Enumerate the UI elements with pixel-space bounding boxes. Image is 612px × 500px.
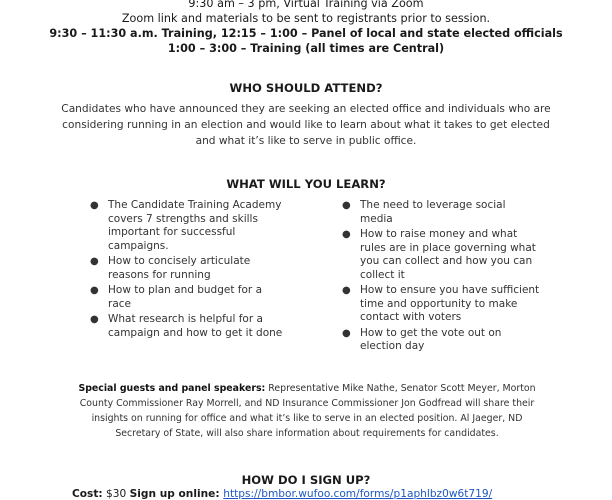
cost-value: $30 — [102, 488, 130, 500]
list-item: ● How to raise money and what rules are in place governing what you can collect and how you can collect it — [342, 228, 536, 281]
list-item: ● How to plan and budget for a race — [90, 284, 262, 310]
learn-heading: WHAT WILL YOU LEARN? — [226, 177, 386, 191]
list-item: ● The Candidate Training Academy covers 7 strengths and skills important for successful campaigns. — [90, 199, 282, 252]
list-item: ● What research is helpful for a campaign and how to get it done — [90, 313, 283, 339]
signup-heading: HOW DO I SIGN UP? — [241, 473, 371, 487]
schedule-line-1: 9:30 – 11:30 a.m. Training, 12:15 – 1:00 – Panel of local and state elected officials — [49, 27, 563, 40]
guests-text: Representative Mike Nathe, Senator Scott Meyer, Morton County Commissioner Ray Morrell, and ND Insurance Commissioner Jon Godfread will share their insights on running for office and what it’s like to serve in an elected position. Al Jaeger, ND Secretary of State, will also share information about requirements for candidates. — [79, 383, 536, 439]
signup-label: Sign up online: — [129, 488, 220, 500]
list-item: ● How to get the vote out on election day — [342, 326, 502, 352]
learn-list-right — [340, 199, 540, 356]
signup-link[interactable]: https://bmbor.wufoo.com/forms/p1aphlbz0w6t719/ — [223, 488, 493, 500]
signup-line — [72, 488, 492, 500]
list-item: ● The need to leverage social media — [342, 199, 506, 225]
bullet-icon: ● — [90, 256, 99, 267]
schedule-line-2: 1:00 – 3:00 – Training (all times are Central) — [167, 42, 445, 55]
cost-label: Cost: — [72, 488, 103, 500]
guests-paragraph — [74, 381, 540, 441]
learn-list-left — [88, 199, 284, 342]
bullet-icon: ● — [90, 200, 99, 211]
list-item: ● How to concisely articulate reasons for running — [90, 255, 251, 281]
session-info — [0, 0, 612, 56]
session-time-line: 9:30 am – 3 pm, Virtual Training via Zoom — [188, 0, 424, 10]
bullet-icon: ● — [342, 229, 351, 240]
bullet-icon: ● — [342, 200, 351, 211]
bullet-icon: ● — [342, 327, 351, 339]
guests-label: Special guests and panel speakers: — [78, 383, 266, 394]
who-paragraph: Candidates who have announced they are seeking an elected office and individuals who are considering running in an election and would like to learn about what it takes to get elected and what it’s like to serve in public office. — [61, 103, 551, 147]
zoom-note: Zoom link and materials to be sent to registrants prior to session. — [121, 12, 491, 25]
bullet-icon: ● — [90, 314, 99, 325]
bullet-icon: ● — [90, 285, 99, 296]
who-heading: WHO SHOULD ATTEND? — [229, 81, 383, 95]
bullet-icon: ● — [342, 285, 351, 296]
list-item: ● How to ensure you have sufficient time and opportunity to make contact with voters — [342, 284, 540, 323]
